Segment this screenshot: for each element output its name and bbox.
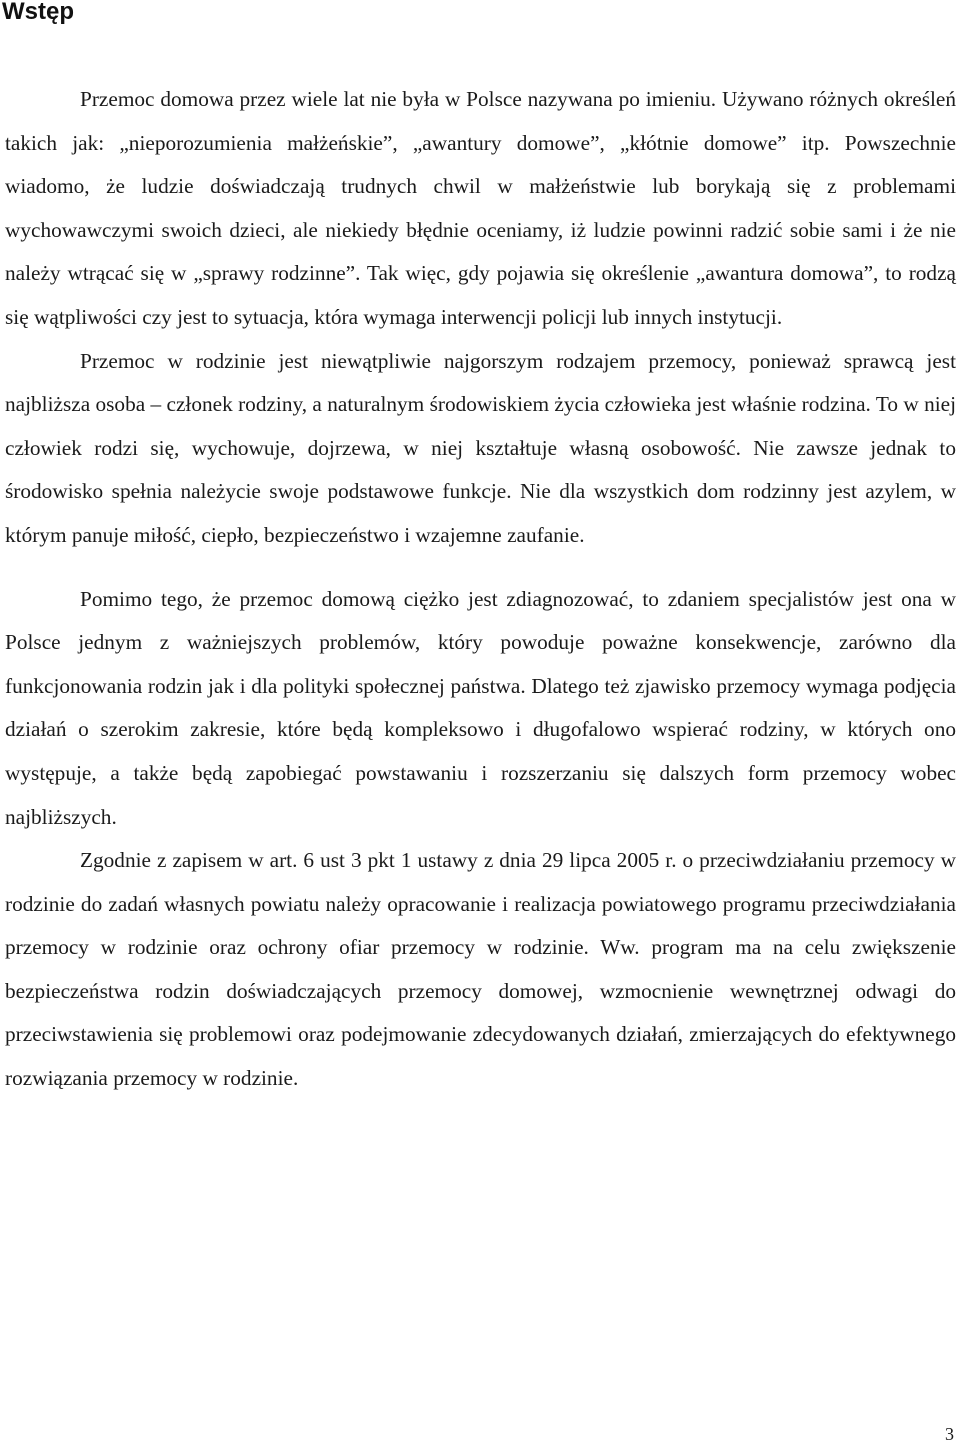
page-number: 3 (945, 1424, 954, 1444)
paragraph-diagnosis: Pomimo tego, że przemoc domową ciężko jest zdiagnozować, to zdaniem specjalistów jest ona w Polsce jednym z ważniejszych problemów, który powoduje poważne konsekwencje, zarówno dla funkcjonowania rodzin jak i dla polityki społecznej państwa. Dlatego też zjawisko przemocy wymaga podjęcia działań o szerokim zakresie, które będą kompleksowo i długofalowo wspierać rodziny, w których ono występuje, a także będą zapobiegać powstawaniu i rozszerzaniu się dalszych form przemocy wobec najbliższych. (5, 586, 956, 829)
page-heading: Wstęp (2, 0, 74, 25)
paragraph-legal-basis: Zgodnie z zapisem w art. 6 ust 3 pkt 1 ustawy z dnia 29 lipca 2005 r. o przeciwdziałaniu przemocy w rodzinie do zadań własnych powiatu należy opracowanie i realizacja powiatowego programu przeciwdziałania przemocy w rodzinie oraz ochrony ofiar przemocy w rodzinie. Ww. program ma na celu zwiększenie bezpieczeństwa rodzin doświadczających przemocy domowej, wzmocnienie wewnętrznej odwagi do przeciwstawienia się problemowi oraz podejmowanie zdecydowanych działań, zmierzających do efektywnego rozwiązania przemocy w rodzinie. (5, 848, 956, 1091)
document-body (5, 78, 956, 1101)
paragraph-family-violence: Przemoc w rodzinie jest niewątpliwie najgorszym rodzajem przemocy, ponieważ sprawcą jest najbliższa osoba – członek rodziny, a naturalnym środowiskiem życia człowieka jest właśnie rodzina. To w niej człowiek rodzi się, wychowuje, dojrzewa, w niej kształtuje własną osobowość. Nie zawsze jednak to środowisko spełnia należycie swoje podstawowe funkcje. Nie dla wszystkich dom rodzinny jest azylem, w którym panuje miłość, ciepło, bezpieczeństwo i wzajemne zaufanie. (5, 348, 956, 547)
paragraph-intro: Przemoc domowa przez wiele lat nie była w Polsce nazywana po imieniu. Używano różnych określeń takich jak: „nieporozumienia małżeńskie”, „awantury domowe”, „kłótnie domowe” itp. Powszechnie wiadomo, że ludzie doświadczają trudnych chwil w małżeństwie lub borykają się z problemami wychowawczymi swoich dzieci, ale niekiedy błędnie oceniamy, iż ludzie powinni radzić sobie sami i że nie należy wtrącać się w „sprawy rodzinne”. Tak więc, gdy pojawia się określenie „awantura domowa”, to rodzą się wątpliwości czy jest to sytuacja, która wymaga interwencji policji lub innych instytucji. (5, 87, 956, 329)
